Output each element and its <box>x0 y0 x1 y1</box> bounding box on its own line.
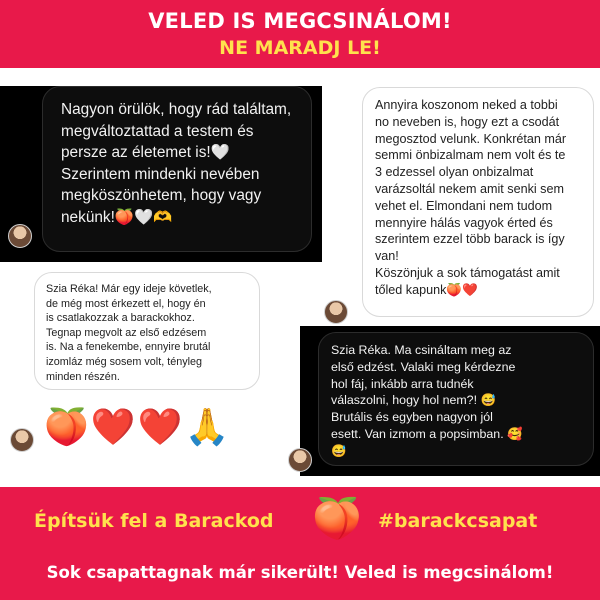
avatar <box>288 448 312 472</box>
message-text: Annyira koszonom neked a tobbi no neveben is, hogy ezt a csodát megosztod velunk. Konkrétan már semmi önbizalmam nem volt és te 3 edzessel olyan onbizalmat varázsoltál nekem amit senki sem vehet el. Elmondani nem tudom mennyire hálás vagyok érted és szerintem ezzel több barack is így van! Köszönjuk a sok támogatást amit tőled kapunk🍑❤️ <box>375 98 567 297</box>
footer-slogan: Építsük fel a Barackod <box>34 510 274 532</box>
message-text: Nagyon örülök, hogy rád találtam, megváltoztattad a testem és persze az életemet is!🤍 Szerintem mindenki nevében megköszönhetem, hogy vagy nekünk!🍑🤍🫶 <box>61 101 292 226</box>
peach-icon: 🍑 <box>312 497 362 541</box>
hashtag: #barackcsapat <box>378 510 538 532</box>
footer-tagline: Sok csapattagnak már sikerült! Veled is megcsinálom! <box>46 563 554 582</box>
banner-title: VELED IS MEGCSINÁLOM! <box>148 9 452 33</box>
avatar <box>8 224 32 248</box>
message-text: Szia Réka! Már egy ideje követlek, de még most érkezett el, hogy én is csatlakozzak a barackokhoz. Tegnap megvolt az első edzésem is. Na a fenekembe, ennyire brutál izomláz még sosem volt, tényleg minden részén. <box>46 283 212 383</box>
top-banner <box>0 0 600 68</box>
message-bubble <box>362 87 594 317</box>
emoji-reactions: 🍑❤️❤️🙏 <box>44 407 232 448</box>
avatar <box>324 300 348 324</box>
message-bubble <box>318 332 594 466</box>
message-bubble <box>42 86 312 252</box>
avatar <box>10 428 34 452</box>
message-bubble <box>34 272 260 390</box>
banner-subtitle: NE MARADJ LE! <box>219 37 381 59</box>
message-text: Szia Réka. Ma csináltam meg az első edzést. Valaki meg kérdezne hol fáj, inkább arra tudnék válaszolni, hogy hol nem?! 😅 Brutális és egyben nagyon jól esett. Van izmom a popsimban. 🥰 😅 <box>331 343 523 458</box>
bottom-banner <box>0 487 600 600</box>
